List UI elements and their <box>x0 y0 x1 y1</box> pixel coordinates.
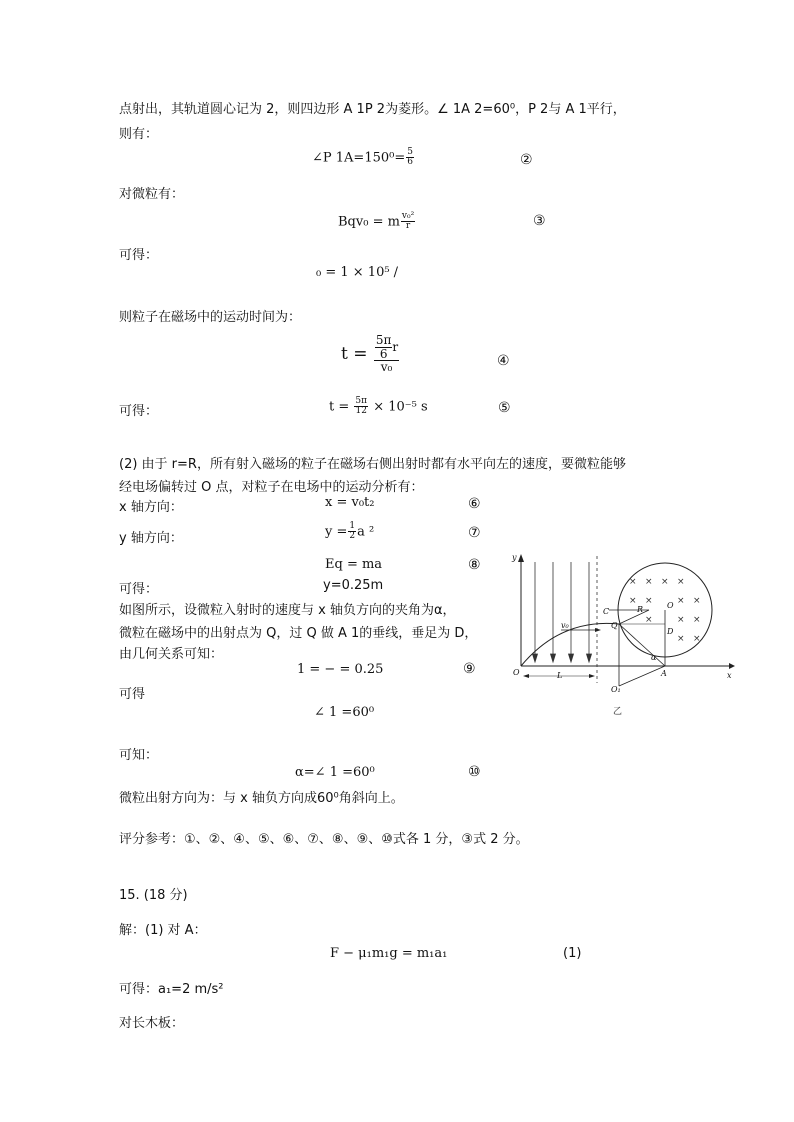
paragraph-line: 可得：a₁=2 m/s² <box>119 982 224 997</box>
paragraph-line: 则粒子在磁场中的运动时间为： <box>119 310 302 325</box>
svg-text:×: × <box>645 596 653 606</box>
result-y: y=0.25m <box>323 578 384 593</box>
equation-tag: (1) <box>563 946 582 961</box>
paragraph-line: 可知： <box>119 748 159 763</box>
label-R: R <box>637 605 644 614</box>
paragraph-line: 如图所示，设微粒入射时的速度与 x 轴负方向的夹角为α， <box>119 603 456 618</box>
svg-text:×: × <box>629 577 637 587</box>
svg-text:×: × <box>693 615 701 625</box>
svg-text:×: × <box>629 596 637 606</box>
svg-text:×: × <box>677 577 685 587</box>
equation-tag: ⑧ <box>468 557 481 573</box>
label-L: L <box>557 671 563 680</box>
paragraph-line: 可得 <box>119 687 146 702</box>
equation-v0: ₀ = 1 × 10⁵ / <box>316 265 399 280</box>
paragraph-line: 点射出，其轨道圆心记为 2，则四边形 A 1P 2为菱形。∠ 1A 2=60⁰，P 2与 A 1平行， <box>119 102 626 117</box>
label-C: C <box>603 607 610 616</box>
svg-text:×: × <box>645 615 653 625</box>
equation-angle: ∠ 1 =60⁰ <box>314 705 375 720</box>
figure-caption: 乙 <box>613 707 623 717</box>
velocity-arrow <box>595 628 601 632</box>
paragraph-line: 对长木板： <box>119 1016 185 1031</box>
equation-8: Eq = ma <box>325 557 383 572</box>
scoring-note: 评分参考：①、②、④、⑤、⑥、⑦、⑧、⑨、⑩式各 1 分，③式 2 分。 <box>119 832 529 847</box>
label-O1: O₁ <box>611 685 621 694</box>
label-Q: Q <box>611 621 618 630</box>
svg-text:×: × <box>645 577 653 587</box>
equation-tag: ③ <box>533 213 546 229</box>
equation-tag: ④ <box>497 353 510 369</box>
equation-6: x = v₀t₂ <box>325 495 375 510</box>
svg-text:×: × <box>677 634 685 644</box>
paragraph-line: 则有： <box>119 127 159 142</box>
paragraph-line: 可得： <box>119 582 159 597</box>
paragraph-line: y 轴方向： <box>119 531 183 546</box>
paragraph-line: 可得： <box>119 248 159 263</box>
equation-tag: ⑦ <box>468 525 481 541</box>
paragraph-line: 经电场偏转过 O 点，对粒子在电场中的运动分析有： <box>119 480 424 495</box>
electric-field-lines <box>533 562 592 662</box>
label-y: y <box>512 553 517 562</box>
label-v0: v₀ <box>561 621 569 630</box>
paragraph-line: x 轴方向： <box>119 500 183 515</box>
equation-tag: ⑩ <box>468 764 481 780</box>
paragraph-line: 微粒出射方向为：与 x 轴负方向成60⁰角斜向上。 <box>119 791 404 806</box>
equation-2: ∠P 1A=150⁰= $\frac{5}{6}$ <box>312 147 413 168</box>
x-axis-arrow <box>729 663 735 669</box>
equation-4: t = $\frac{5\pi}{6}$ r v₀ <box>341 333 399 375</box>
y-axis-arrow <box>518 554 524 562</box>
paragraph-line: 解：(1) 对 A： <box>119 923 207 938</box>
question-title: 15. (18 分) <box>119 888 188 903</box>
paragraph-line: 由几何关系可知： <box>119 647 224 662</box>
segment-QA <box>619 624 665 666</box>
equation-tag: ② <box>520 152 533 168</box>
paragraph-line: (2) 由于 r=R，所有射入磁场的粒子在磁场右侧出射时都有水平向左的速度，要微粒能够 <box>119 457 626 472</box>
label-x: x <box>727 671 732 680</box>
label-D: D <box>667 627 674 636</box>
equation-3: Bqv₀ = m $\frac{\text{v₀²}}{r}$ <box>338 211 415 232</box>
svg-text:×: × <box>693 634 701 644</box>
equation-15-1: F − μ₁m₁g = m₁a₁ <box>330 946 448 961</box>
equation-7: y = $\frac{1}{2}$ a ² <box>325 521 375 542</box>
equation-5: t = $\frac{5\pi}{12}$ × 10⁻⁵ s <box>329 396 428 417</box>
svg-text:×: × <box>661 577 669 587</box>
paragraph-line: 对微粒有： <box>119 187 185 202</box>
dimension-arrow <box>523 674 529 678</box>
label-alpha: α <box>651 653 657 662</box>
paragraph-line: 可得： <box>119 404 159 419</box>
dimension-arrow <box>589 674 595 678</box>
physics-diagram <box>501 548 736 718</box>
equation-tag: ⑨ <box>463 661 476 677</box>
label-O2: O <box>667 601 674 610</box>
paragraph-line: 微粒在磁场中的出射点为 Q，过 Q 做 A 1的垂线，垂足为 D， <box>119 626 478 641</box>
label-O: O <box>513 668 520 677</box>
equation-9: 1 = − = 0.25 <box>297 662 384 677</box>
equation-10: α=∠ 1 =60⁰ <box>295 765 375 780</box>
equation-tag: ⑥ <box>468 496 481 512</box>
svg-text:×: × <box>677 596 685 606</box>
equation-tag: ⑤ <box>498 400 511 416</box>
svg-text:×: × <box>677 615 685 625</box>
segment-O1A <box>619 666 665 686</box>
label-A: A <box>661 669 667 678</box>
svg-text:×: × <box>693 596 701 606</box>
